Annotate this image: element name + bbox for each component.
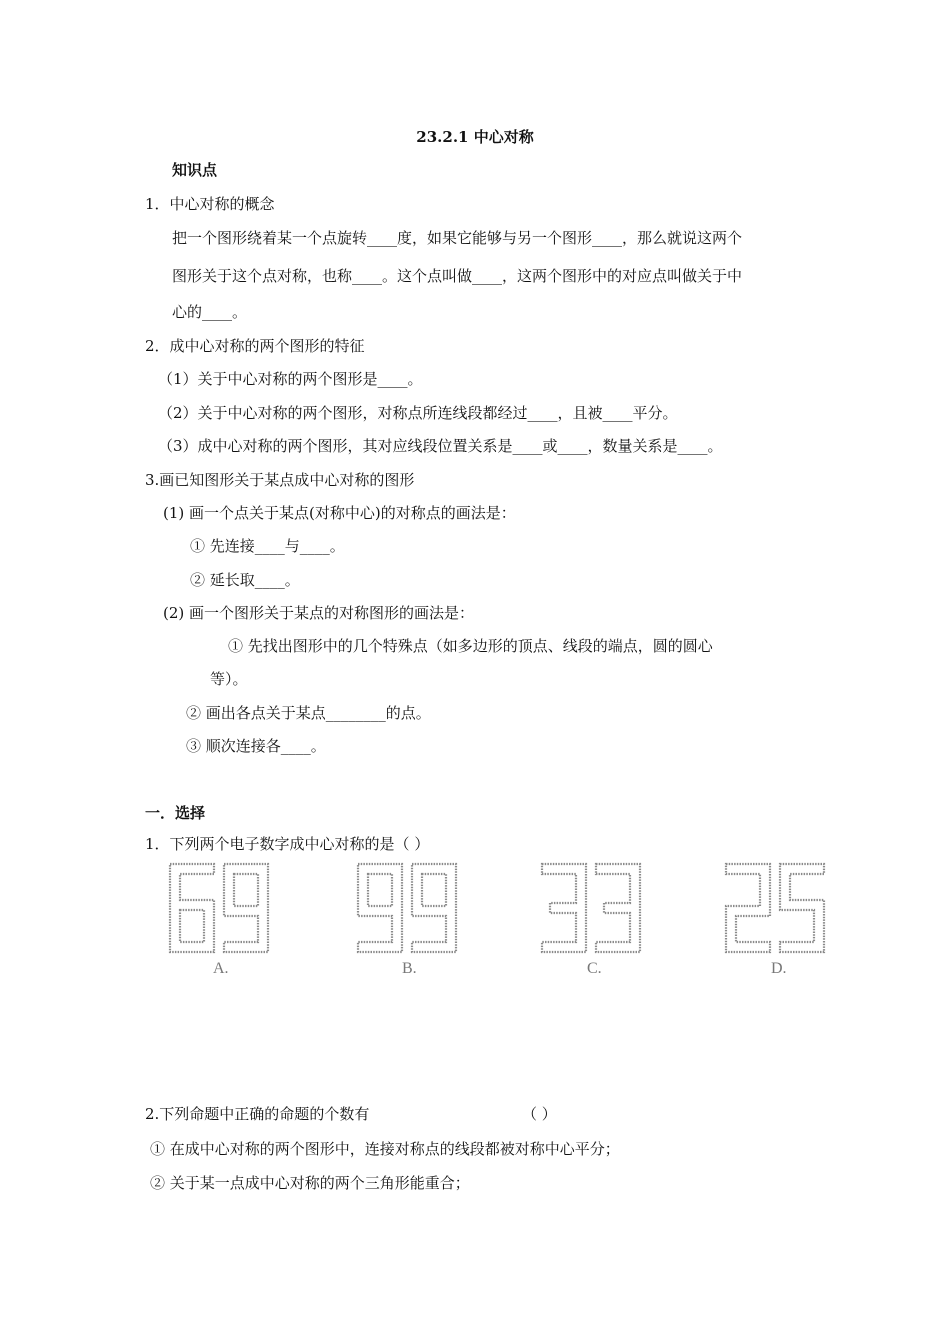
digits-69-image (168, 862, 272, 954)
section-heading: 一．选择 (145, 804, 206, 822)
digits-99-image (356, 862, 460, 954)
page-title: 23.2.1 中心对称 (416, 128, 534, 146)
option-c-figure (540, 862, 644, 954)
k2-item1: （1）关于中心对称的两个图形是____。 (158, 370, 423, 388)
digits-25-image (724, 862, 828, 954)
q1-stem: 1．下列两个电子数字成中心对称的是（ ） (145, 835, 430, 853)
q2-item1: ① 在成中心对称的两个图形中，连接对称点的线段都被对称中心平分； (150, 1140, 620, 1158)
option-d-label: D. (771, 960, 787, 977)
k3-sub2: (2) 画一个图形关于某点的对称图形的画法是： (163, 604, 475, 622)
k3-heading: 3.画已知图形关于某点成中心对称的图形 (145, 471, 415, 489)
k3-sub1: (1) 画一个点关于某点(对称中心)的对称点的画法是： (163, 504, 516, 522)
k3-sub1-a: ① 先连接____与____。 (190, 537, 345, 555)
q2-item2: ② 关于某一点成中心对称的两个三角形能重合； (150, 1174, 470, 1192)
q2-stem: 2.下列命题中正确的命题的个数有 (145, 1105, 370, 1123)
k1-heading: 1．中心对称的概念 (145, 195, 275, 213)
k1-line3: 心的____。 (172, 303, 248, 321)
option-b-figure (356, 862, 460, 954)
option-a-label: A. (213, 960, 229, 977)
knowledge-heading: 知识点 (172, 161, 218, 179)
k3-sub2-a1: ① 先找出图形中的几个特殊点（如多边形的顶点、线段的端点，圆的圆心 (228, 637, 713, 655)
option-b-label: B. (402, 960, 417, 977)
k1-line2: 图形关于这个点对称，也称____。这个点叫做____，这两个图形中的对应点叫做关于中 (172, 267, 743, 285)
k3-sub2-c: ③ 顺次连接各____。 (186, 737, 326, 755)
digits-33-image (540, 862, 644, 954)
k3-sub1-b: ② 延长取____。 (190, 571, 300, 589)
option-d-figure (724, 862, 828, 954)
option-a-figure (168, 862, 272, 954)
k2-item3: （3）成中心对称的两个图形，其对应线段位置关系是____或____，数量关系是____。 (158, 437, 723, 455)
k3-sub2-a2: 等）。 (210, 670, 248, 688)
q2-answer-paren: （ ） (522, 1105, 557, 1123)
k3-sub2-b: ② 画出各点关于某点________的点。 (186, 704, 431, 722)
k2-item2: （2）关于中心对称的两个图形，对称点所连线段都经过____，且被____平分。 (158, 404, 678, 422)
k1-line1: 把一个图形绕着某一个点旋转____度，如果它能够与另一个图形____，那么就说这两个 (172, 229, 743, 247)
k2-heading: 2．成中心对称的两个图形的特征 (145, 337, 365, 355)
option-c-label: C. (587, 960, 602, 977)
